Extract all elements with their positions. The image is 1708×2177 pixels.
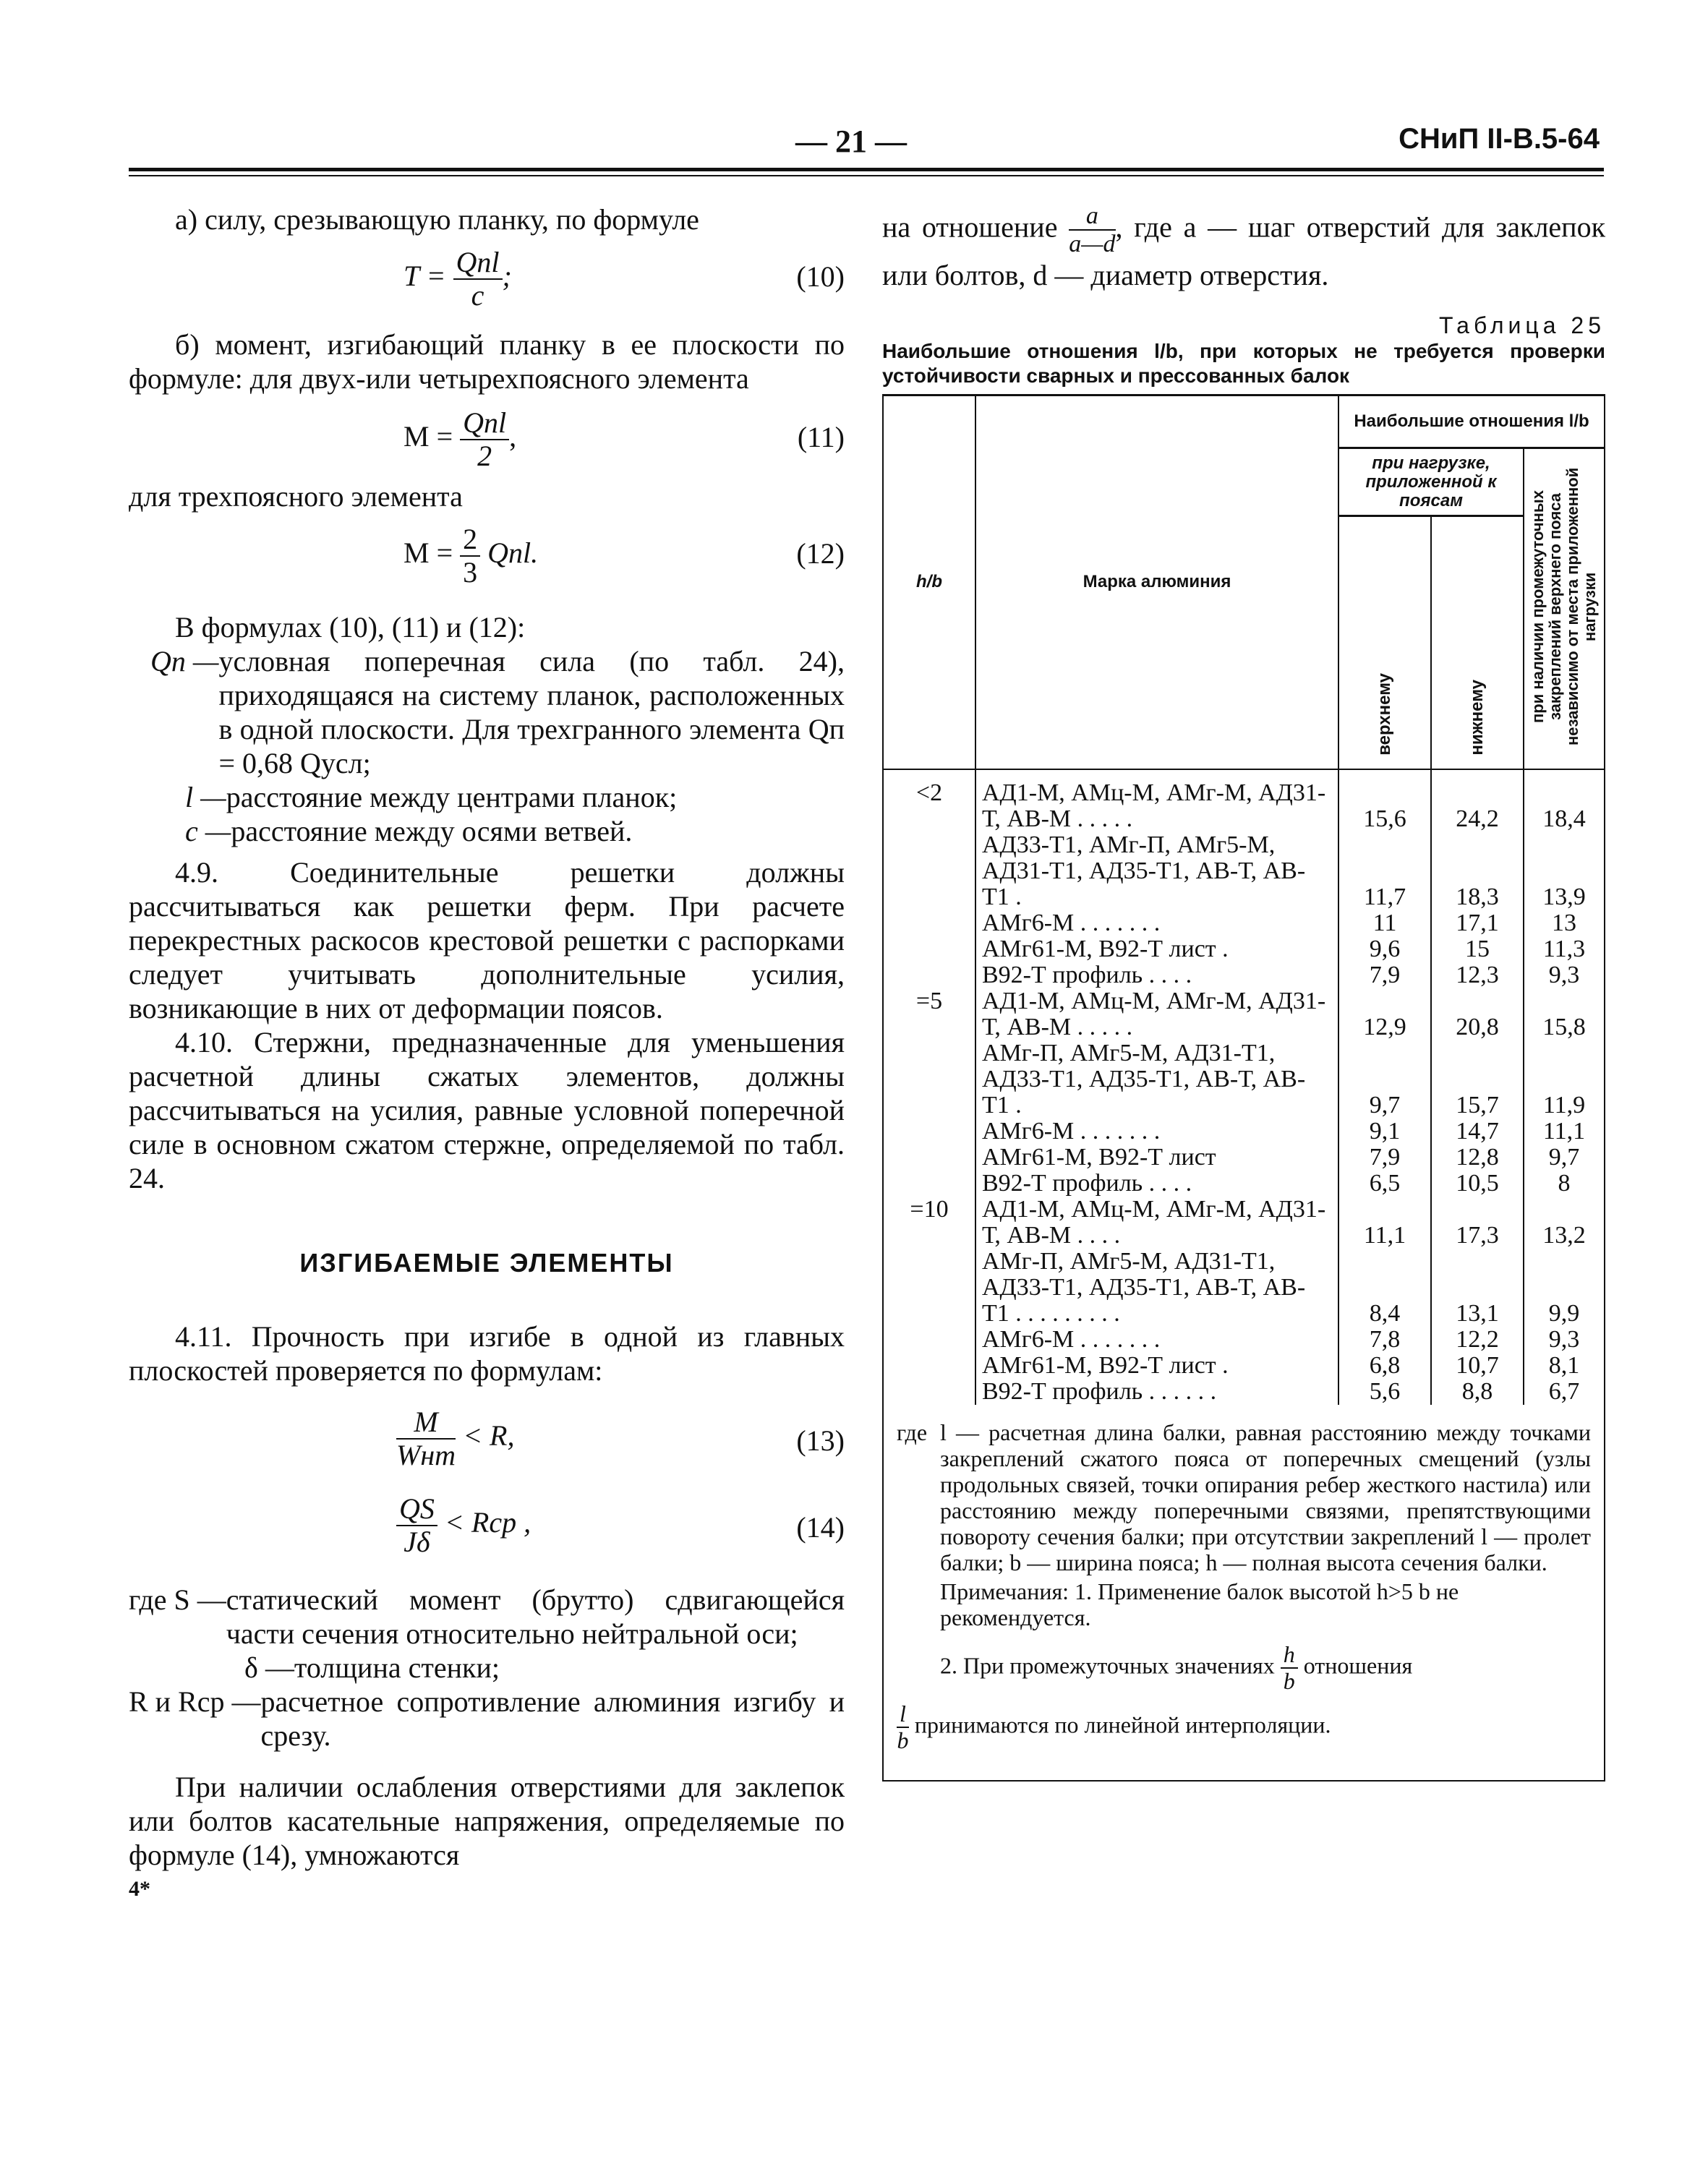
definition-desc: расстояние между центрами планок; — [226, 781, 678, 813]
th-max: Наибольшие отношения l/b — [1338, 395, 1605, 448]
table-row — [883, 910, 1605, 936]
definition-term: δ — — [244, 1651, 294, 1684]
header-rule — [129, 168, 1604, 171]
formula-10-lhs: T = — [403, 260, 453, 293]
cell-v2: 15,7 — [1431, 1040, 1524, 1119]
cell-v3: 9,7 — [1524, 1145, 1605, 1171]
cell-hb: =10 — [883, 1197, 975, 1249]
where-l: l — расчетная длина балки, равная расстоянию между точками закреплений сжатого пояса от поперечных смещений (узлы продольных связей, точки опирания ребер жесткого настила) или расстоянию между поперечными связями, препятствующими повороту сечения балки; при отсутствии закреплений l — пролет балки; b — ширина пояса; h — полная высота сечения балки. — [940, 1419, 1591, 1575]
definition-item — [129, 780, 845, 814]
cell-v2: 24,2 — [1431, 769, 1524, 832]
page-number: — 21 — — [795, 124, 907, 159]
footnote-mark: 4* — [129, 1877, 150, 1901]
note-1: Примечания: 1. Применение балок высотой h>5 b не рекомендуется. — [940, 1578, 1459, 1630]
formula-14 — [129, 1489, 845, 1568]
cell-hb — [883, 1040, 975, 1119]
definition-desc: расчетное сопротивление алюминия изгибу и срезу. — [260, 1685, 845, 1752]
cell-v2: 10,7 — [1431, 1353, 1524, 1379]
cell-v1: 7,8 — [1338, 1327, 1431, 1353]
cell-mark: В92-Т профиль . . . . — [975, 962, 1338, 988]
ratio-num: a — [1069, 202, 1115, 231]
cell-v3: 9,3 — [1524, 1327, 1605, 1353]
cell-v1: 6,8 — [1338, 1353, 1431, 1379]
cell-v2: 17,3 — [1431, 1197, 1524, 1249]
cell-v3: 8,1 — [1524, 1353, 1605, 1379]
cell-v1: 9,7 — [1338, 1040, 1431, 1119]
cell-v3: 6,7 — [1524, 1379, 1605, 1405]
th-hb: h/b — [883, 395, 975, 769]
formula-11-lhs: M = — [403, 420, 461, 453]
table-row — [883, 1249, 1605, 1327]
definition-desc: расстояние между осями ветвей. — [231, 815, 633, 847]
cell-mark: АМг6-М . . . . . . . — [975, 1327, 1338, 1353]
header-rule-thin — [129, 175, 1604, 176]
table-row — [883, 832, 1605, 910]
cell-v2: 17,1 — [1431, 910, 1524, 936]
item-a-text: а) силу, срезывающую планку, по формуле — [175, 203, 699, 236]
in-formulas-text: В формулах (10), (11) и (12): — [175, 611, 526, 643]
cell-v3: 9,9 — [1524, 1249, 1605, 1327]
cell-v3: 11,3 — [1524, 936, 1605, 962]
cell-hb — [883, 1379, 975, 1405]
section-title: ИЗГИБАЕМЫЕ ЭЛЕМЕНТЫ — [299, 1248, 674, 1278]
cell-v2: 12,3 — [1431, 962, 1524, 988]
cell-v3: 13,9 — [1524, 832, 1605, 910]
cell-v1: 12,9 — [1338, 988, 1431, 1040]
where-term: где — [897, 1419, 928, 1445]
cell-v3: 13 — [1524, 910, 1605, 936]
definition-term: где S — — [129, 1583, 226, 1616]
cell-v1: 7,9 — [1338, 1145, 1431, 1171]
table-row — [883, 1197, 1605, 1249]
formula-11 — [129, 403, 845, 472]
formula-10-num: Qпl — [453, 247, 503, 280]
definition-desc: статический момент (брутто) сдвигающейся части сечения относительно нейтральной оси; — [226, 1583, 845, 1650]
cell-mark: В92-Т профиль . . . . . . — [975, 1379, 1338, 1405]
table-row — [883, 1379, 1605, 1405]
paragraph-4-9: 4.9. Соединительные решетки должны рассчитываться как решетки ферм. При расчете перекрестных раскосов крестовой решетки с распорками следует учитывать дополнительные усилия, возникающие в них от деформации поясов. — [129, 856, 845, 1025]
cell-hb — [883, 1119, 975, 1145]
cell-v2: 10,5 — [1431, 1171, 1524, 1197]
cell-v1: 15,6 — [1338, 769, 1431, 832]
cell-v1: 11,7 — [1338, 832, 1431, 910]
cell-v2: 8,8 — [1431, 1379, 1524, 1405]
th-lower: нижнему — [1431, 516, 1524, 769]
formula-13-tail: < R, — [456, 1419, 515, 1453]
cell-v3: 15,8 — [1524, 988, 1605, 1040]
paragraph-4-10: 4.10. Стержни, предназначенные для уменьшения расчетной длины сжатых элементов, должны рассчитываться на усилия, равные условной поперечной силе в основном сжатом стержне, определяемой по табл. 24. — [129, 1026, 845, 1194]
paragraph-4-11: 4.11. Прочность при изгибе в одной из главных плоскостей проверяется по формулам: — [129, 1320, 845, 1387]
cell-v3: 11,9 — [1524, 1040, 1605, 1119]
definition-term: Qп — — [150, 645, 219, 677]
cell-v1: 11 — [1338, 910, 1431, 936]
formula-11-num: Qпl — [460, 407, 509, 440]
table-row — [883, 1353, 1605, 1379]
cell-mark: АД1-М, АМц-М, АМг-М, АД31-Т, АВ-М . . . . — [975, 1197, 1338, 1249]
definitions-1 — [129, 644, 845, 848]
note-2: 2. При промежуточных значениях $\frac{h}{b}$ отношения — [940, 1641, 1413, 1694]
formula-13 — [129, 1402, 845, 1481]
cell-v2: 18,3 — [1431, 832, 1524, 910]
definitions-2 — [129, 1583, 845, 1753]
cell-v3: 13,2 — [1524, 1197, 1605, 1249]
formula-10-number: (10) — [796, 260, 845, 293]
cell-v1: 9,6 — [1338, 936, 1431, 962]
cell-mark: АМг-П, АМг5-М, АД31-Т1, АД33-Т1, АД35-Т1, АВ-Т, АВ-Т1 . . . . . . . . . — [975, 1249, 1338, 1327]
th-mid: при наличии промежуточных закреплений верхнего пояса независимо от места приложенной нагрузки — [1524, 448, 1605, 769]
th-load: при нагрузке, приложенной к поясам — [1338, 448, 1524, 516]
cell-v3: 18,4 — [1524, 769, 1605, 832]
table-row — [883, 1119, 1605, 1145]
formula-12-number: (12) — [796, 537, 845, 570]
paragraph-last: При наличии ослабления отверстиями для заклепок или болтов касательные напряжения, определяемые по формуле (14), умножаются — [129, 1771, 845, 1871]
cell-v1: 6,5 — [1338, 1171, 1431, 1197]
definition-desc: условная поперечная сила (по табл. 24), приходящаяся на систему планок, расположенных в одной плоскости. Для трехгранного элемента Qп = 0,68 Qусл; — [218, 645, 845, 779]
ratio-pre: на отношение — [882, 210, 1058, 244]
formula-10-tail: ; — [502, 260, 512, 293]
cell-hb — [883, 936, 975, 962]
table-number: Таблица 25 — [1439, 312, 1605, 338]
cell-v3: 11,1 — [1524, 1119, 1605, 1145]
cell-hb — [883, 910, 975, 936]
document-code: СНиП II-В.5-64 — [1399, 123, 1600, 155]
cell-v1: 9,1 — [1338, 1119, 1431, 1145]
definition-item — [129, 814, 845, 848]
left-column — [129, 202, 845, 1906]
definition-term: R и Rср — — [129, 1685, 261, 1718]
cell-mark: АМг6-М . . . . . . . — [975, 910, 1338, 936]
table-row — [883, 988, 1605, 1040]
formula-11-den: 2 — [477, 440, 492, 472]
cell-v2: 20,8 — [1431, 988, 1524, 1040]
definition-item — [129, 1685, 845, 1753]
cell-hb: <2 — [883, 769, 975, 832]
cell-v3: 9,3 — [1524, 962, 1605, 988]
table-25 — [882, 394, 1605, 1405]
formula-14-tail: < Rср , — [437, 1506, 531, 1539]
table-row — [883, 1040, 1605, 1119]
formula-11-number: (11) — [797, 421, 845, 453]
formula-10 — [129, 242, 845, 312]
table-row — [883, 1171, 1605, 1197]
cell-v1: 8,4 — [1338, 1249, 1431, 1327]
cell-mark: В92-Т профиль . . . . — [975, 1171, 1338, 1197]
formula-14-den: Jδ — [403, 1526, 430, 1558]
cell-mark: АМг6-М . . . . . . . — [975, 1119, 1338, 1145]
cell-v1: 11,1 — [1338, 1197, 1431, 1249]
table-row — [883, 1327, 1605, 1353]
formula-13-number: (13) — [796, 1424, 845, 1457]
definition-item — [129, 1583, 845, 1651]
formula-12-num: 2 — [460, 523, 480, 557]
cell-v1: 7,9 — [1338, 962, 1431, 988]
formula-10-den: c — [471, 279, 484, 312]
formula-12-tail: Qпl. — [480, 536, 539, 570]
definition-item — [129, 1651, 845, 1685]
tri-element-text: для трехпоясного элемента — [129, 480, 463, 513]
cell-mark: АМг-П, АМг5-М, АД31-Т1, АД33-Т1, АД35-Т1, АВ-Т, АВ-Т1 . — [975, 1040, 1338, 1119]
table-notes — [882, 1405, 1605, 1782]
cell-hb — [883, 1145, 975, 1171]
definition-term: l — — [185, 781, 226, 813]
formula-12-den: 3 — [463, 556, 478, 589]
cell-v2: 13,1 — [1431, 1249, 1524, 1327]
formula-13-den: Wнт — [396, 1439, 456, 1471]
cell-v2: 15 — [1431, 936, 1524, 962]
cell-v1: 5,6 — [1338, 1379, 1431, 1405]
cell-v2: 12,8 — [1431, 1145, 1524, 1171]
cell-hb — [883, 1249, 975, 1327]
definition-item — [129, 644, 845, 780]
item-b-text: б) момент, изгибающий планку в ее плоскости по формуле: для двух-или четырехпоясного элемента — [129, 328, 845, 395]
cell-v2: 14,7 — [1431, 1119, 1524, 1145]
where-block — [897, 1419, 1591, 1575]
formula-12 — [129, 519, 845, 589]
cell-hb — [883, 1353, 975, 1379]
definition-desc: толщина стенки; — [294, 1651, 500, 1684]
cell-hb — [883, 962, 975, 988]
cell-mark: АМг61-М, В92-Т лист — [975, 1145, 1338, 1171]
cell-mark: АД1-М, АМц-М, АМг-М, АД31-Т, АВ-М . . . . . — [975, 769, 1338, 832]
table-title: Наибольшие отношения l/b, при которых не требуется проверки устойчивости сварных и прессованных балок — [882, 339, 1605, 387]
th-upper: верхнему — [1338, 516, 1431, 769]
ratio-post: , где a — шаг отверстий для заклепок или болтов, d — диаметр отверстия. — [882, 210, 1606, 291]
cell-v2: 12,2 — [1431, 1327, 1524, 1353]
formula-12-lhs: M = — [403, 536, 461, 570]
right-column — [882, 202, 1605, 1782]
cell-hb — [883, 832, 975, 910]
cell-hb — [883, 1327, 975, 1353]
note-3: $\frac{l}{b}$ принимаются по линейной интерполяции. — [897, 1701, 1331, 1754]
formula-14-num: QS — [396, 1493, 437, 1526]
formula-11-tail: , — [509, 420, 517, 453]
cell-hb — [883, 1171, 975, 1197]
formula-14-number: (14) — [796, 1511, 845, 1544]
ratio-text — [882, 202, 1605, 292]
table-row — [883, 769, 1605, 832]
cell-v3: 8 — [1524, 1171, 1605, 1197]
formula-13-num: M — [396, 1406, 456, 1440]
cell-mark: АД33-Т1, АМг-П, АМг5-М, АД31-Т1, АД35-Т1, АВ-Т, АВ-Т1 . — [975, 832, 1338, 910]
cell-mark: АД1-М, АМц-М, АМг-М, АД31-Т, АВ-М . . . . . — [975, 988, 1338, 1040]
table-row — [883, 962, 1605, 988]
ratio-den: a—d — [1069, 231, 1116, 258]
table-row — [883, 1145, 1605, 1171]
definition-term: c — — [185, 815, 231, 847]
cell-mark: АМг61-М, В92-Т лист . — [975, 1353, 1338, 1379]
table-row — [883, 936, 1605, 962]
th-mark: Марка алюминия — [975, 395, 1338, 769]
cell-hb: =5 — [883, 988, 975, 1040]
cell-mark: АМг61-М, В92-Т лист . — [975, 936, 1338, 962]
